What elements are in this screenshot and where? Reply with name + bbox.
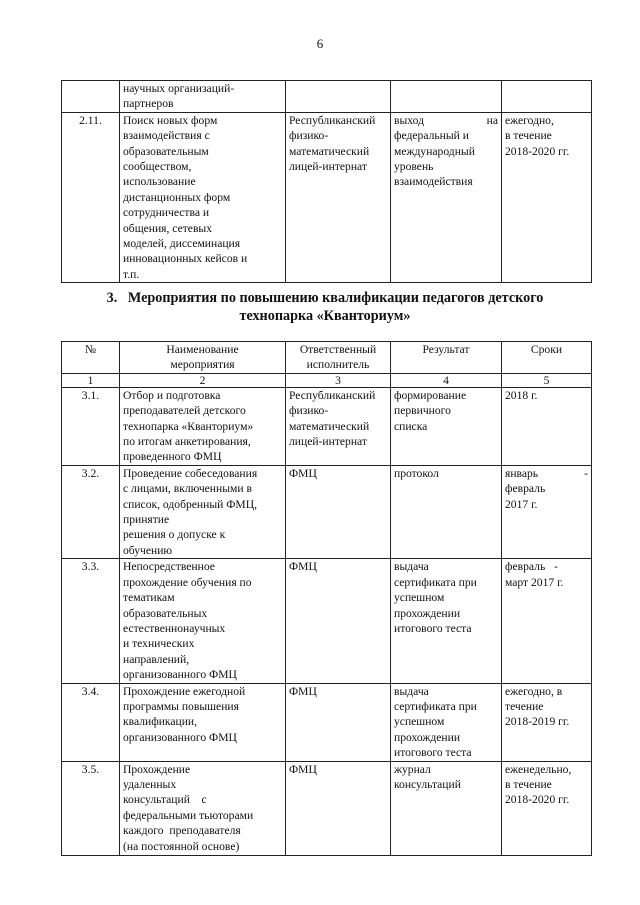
cell-line: федеральными тьюторами [123,808,254,822]
cell-line: физико- [289,129,329,143]
result [391,465,502,558]
cell-line: успешном [394,715,445,729]
cell-line: лицей-интернат [289,160,367,174]
section-number: 3. [106,290,118,306]
cell-line: Прохождение [123,762,191,776]
cell-line: федеральный и [394,129,469,143]
column-index: 2 [120,373,286,387]
cell-line: общения, сетевых [123,221,213,235]
result [391,559,502,683]
cell-line: Непосредственное [123,560,215,574]
cell-line: партнеров [123,97,174,111]
section-heading [60,289,590,325]
event-name [120,761,286,855]
terms [502,761,592,855]
cell-line: успешном [394,591,445,605]
cell-line: ФМЦ [289,560,317,574]
cell-line: Проведение собеседования [123,466,258,480]
cell-line: мероприятия [170,358,235,372]
cell-line: моделей, диссеминация [123,237,241,251]
cell-line: международный [394,144,475,158]
cell-line: ежегодно, [505,113,554,127]
responsible-executor [286,81,391,113]
result [391,683,502,761]
cell-line: Ответственный [299,343,377,356]
cell-line: Республиканский [289,113,376,127]
terms-first-line: январь - [505,466,588,480]
terms [502,112,592,282]
page-number: 6 [316,36,324,51]
result [391,761,502,855]
cell-line: научных организаций- [123,82,235,95]
cell-line: физико- [289,404,329,418]
cell-line: Республиканский [289,388,376,402]
cell-line: ФМЦ [289,684,317,698]
cell-line: 2017 г. [505,497,538,511]
cell-line: формирование [394,388,467,402]
cell-line: журнал [394,762,431,776]
table-row [62,465,592,558]
cell-line: исполнитель [306,358,370,372]
cell-line: с лицами, включенными в [123,482,252,496]
cell-line: квалификации, [123,715,198,729]
cell-line: математический [289,144,370,158]
cell-line: дистанционных форм [123,190,231,204]
cell-line: первичного [394,404,451,418]
event-name [120,465,286,558]
cell-line: списка [394,419,428,433]
cell-line: проведенного ФМЦ [123,450,222,464]
row-number: 2.11. [62,112,120,282]
cell-line: сотрудничества и [123,206,210,220]
terms [502,465,592,558]
cell-line: итогового теста [394,746,472,760]
cell-line: (на постоянной основе) [123,839,240,853]
cell-line: организованного ФМЦ [123,668,237,682]
cell-line: Отбор и подготовка [123,388,221,402]
event-name [120,387,286,465]
cell-line: в течение [505,129,552,143]
table-row [62,81,592,113]
result [391,387,502,465]
cell-line: Прохождение ежегодной [123,684,246,698]
cell-line: ФМЦ [289,762,317,776]
cell-line: выдача [394,684,429,698]
cell-line: Поиск новых форм [123,113,218,127]
table-row [62,559,592,683]
cell-line: организованного ФМЦ [123,730,237,744]
row-number: 3.2. [62,465,120,558]
header-executor [286,342,391,374]
table-row [62,112,592,282]
cell-line: лицей-интернат [289,435,367,449]
cell-line: по итогам анкетирования, [123,435,251,449]
column-index-row [62,373,592,387]
cell-line: образовательных [123,606,208,620]
cell-line: консультаций [394,777,461,791]
row-number: 3.1. [62,387,120,465]
cell-line: образовательным [123,144,209,158]
column-index: 1 [62,373,120,387]
cell-line: март 2017 г. [505,575,564,589]
responsible-executor [286,387,391,465]
cell-line: 2018 г. [505,388,538,402]
result-first-line: выход на [394,113,498,127]
responsible-executor [286,559,391,683]
cell-line: использование [123,175,196,189]
section-title-continued: технопарка «Кванториум» [239,308,411,324]
event-name [120,112,286,282]
cell-line: февраль [505,482,546,496]
table-header-row [62,342,592,374]
header-number: № [62,342,120,374]
cell-line: инновационных кейсов и [123,252,248,266]
cell-line: преподавателей детского [123,404,246,418]
cell-line: еженедельно, [505,762,572,776]
cell-line: взаимодействия с [123,129,210,143]
row-number: 3.5. [62,761,120,855]
section-title: Мероприятия по повышению квалификации педагогов детского [127,290,544,306]
header-terms: Сроки [502,342,592,374]
terms [502,559,592,683]
column-index: 4 [391,373,502,387]
table-row [62,761,592,855]
cell-line: прохождении [394,606,461,620]
cell-line: ежегодно, в [505,684,563,698]
cell-line: уровень [394,160,434,174]
cell-line: сертификата при [394,575,477,589]
qualification-table [61,341,592,856]
cell-line: ФМЦ [289,466,317,480]
terms [502,81,592,113]
cell-line: решения о допуске к [123,528,226,542]
cell-line: прохождении [394,730,461,744]
cell-line: итогового теста [394,621,472,635]
responsible-executor [286,112,391,282]
cell-line: 2018-2020 гг. [505,793,570,807]
cell-line: взаимодействия [394,175,473,189]
cell-line: программы повышения [123,699,239,713]
table-row [62,387,592,465]
cell-line: направлений, [123,652,190,666]
event-name [120,559,286,683]
table-row [62,683,592,761]
cell-line: Наименование [166,343,239,356]
cell-line: сертификата при [394,699,477,713]
cell-line: удаленных [123,777,177,791]
responsible-executor [286,761,391,855]
column-index: 5 [502,373,592,387]
column-index: 3 [286,373,391,387]
cell-line: февраль - [505,560,558,574]
cell-line: сообществом, [123,160,192,174]
cell-line: принятие [123,513,170,527]
cell-line: список, одобренный ФМЦ, [123,497,257,511]
cell-line: течение [505,699,544,713]
cell-line: и технических [123,637,195,651]
terms [502,683,592,761]
cell-line: в течение [505,777,552,791]
cell-line: обучению [123,543,173,557]
header-name [120,342,286,374]
cell-line: прохождение обучения по [123,575,252,589]
cell-line: математический [289,419,370,433]
cell-line: каждого преподавателя [123,824,241,838]
continued-table [61,80,592,283]
cell-line: 2018-2020 гг. [505,144,570,158]
row-number: 3.3. [62,559,120,683]
row-number [62,81,120,113]
cell-line: выдача [394,560,429,574]
cell-line: естественнонаучных [123,621,226,635]
header-result: Результат [391,342,502,374]
cell-line: тематикам [123,591,175,605]
event-name [120,683,286,761]
cell-line: технопарка «Кванториум» [123,419,254,433]
cell-line: 2018-2019 гг. [505,715,570,729]
cell-line: консультаций с [123,793,207,807]
responsible-executor [286,465,391,558]
result [391,112,502,282]
event-name [120,81,286,113]
terms [502,387,592,465]
row-number: 3.4. [62,683,120,761]
cell-line: т.п. [123,267,140,281]
responsible-executor [286,683,391,761]
result [391,81,502,113]
cell-line: протокол [394,466,439,480]
